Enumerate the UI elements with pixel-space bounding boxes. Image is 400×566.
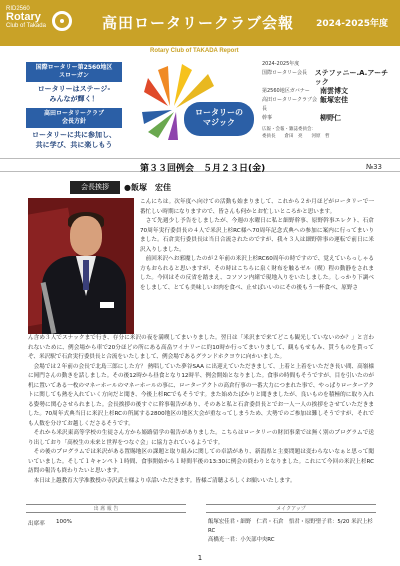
attendance-heading: 出 席 報 告	[26, 504, 186, 513]
theme-bubble	[184, 102, 254, 136]
district-slogan-heading-text: 国際ロータリー第2560地区 スローガン	[35, 64, 113, 79]
makeup-text: 飯塚宏佳君・細野 仁君・石倉 悟君・原野聖子君：5/20 米沢上杉RC 高橋光一君：小矢部中央RC	[208, 519, 373, 543]
president-photo	[28, 198, 134, 334]
info-value: ステファニー.A.アーチック	[314, 69, 389, 86]
attendance-value: 100%	[56, 519, 72, 525]
info-key: 高田ロータリークラブ会長	[262, 97, 318, 112]
masthead	[0, 0, 400, 46]
club-policy	[26, 130, 122, 150]
greeting-author: ●飯塚 宏佳	[124, 183, 171, 192]
info-key: 国際ロータリー会長	[262, 70, 308, 76]
district-slogan-heading	[26, 62, 122, 82]
theme-text: ロータリーの マジック	[195, 108, 243, 127]
info-value: 柳野仁	[320, 114, 341, 122]
rotary-wheel-icon	[52, 11, 72, 31]
info-row	[262, 69, 394, 87]
committee-line-2: 委員長 倉田 亮 河原 哲	[262, 134, 330, 139]
greeting-label: 会長挨拶	[70, 181, 120, 194]
info-row	[262, 114, 394, 123]
info-row	[262, 96, 394, 114]
newsletter-title: 高田ロータリークラブ会報	[102, 14, 295, 32]
newsletter-subtitle: Rotary Club of TAKADA Report	[150, 48, 239, 54]
info-value: 飯塚宏佳	[320, 96, 348, 104]
logo-rotary: Rotary	[6, 11, 41, 23]
officers-info	[262, 60, 394, 123]
info-key: 幹事	[262, 115, 273, 121]
greeting-text-bottom: ん含め３人でスナックまで行き、存分に米沢の夜を満喫してまいりました。翌日は「米沢まで来てどこも観光していないのか？」と言われないために、例会場から車で20分ほどの所にある高畠ワイナリーに約10時か行ってまいりまして、観ももせもみ、貰うものを貰ってぞ、米沢駅で石倉実行委員長と合流をいたしまして、例会場であるグランドホクヨウに向かいました。 会場では２年前の会長で北島三郎にした方？ 熱唱していた夢谷SAA に出迎えていただきまして、上着と上着をいただき長い間、高嶺様に岡門さんの動きを話しました。その後12時から昼食となり12時半、例会開始となりました。食事の時間もそうですが、目を引いたのが机に置いてある一枚のマネーホールのマネーホールの事に、ローターアクトの高倉行事の一番大力につまれた事で、やっぱりローターアクトに関しても熱を入れていく方向だと聞き、今後上杉RCでもそうです。また始めたばかりと聞きましたが、良いものを積極的に取り入れる姿勢に関心させられました。会長挨拶の後すぐに幹事報告があり、そのあと私と石倉委員長とでお一人一人の挨拶をさせていただきました。70周年式典当日に米沢上杉RCの所属する2800地区の地区大会が重なってしまうため、大勢でのご参加は難しそうですが、それでも人数を分けてお越しくださるそうです。 それから米沢東高等学校の生徒さん方から姫路留学の報告がありました。こちらはロータリーの財団事業では無く別のプログラムで送り出しており「高校生の未来と世界をつなぐ会」に協力されているようです。 その後のプログラムでは米沢がある置賜地区の課題と取り組みに関しての卓話があり、新潟県と主要問題は変わらないなぁと思って聞いていました。そして１キャンペト１時間、食事開始から１時間半後の13:30に例会の終わりとなりました。これにて今回の米沢上杉RC訪問の報告も終わりたいと思います。 本日は上越教育大学准教授の寺沢武士様より卓話いただきます。皆様ご清聴よろしくお願いいたします。	[28, 335, 374, 484]
info-key: 2024-2025年度	[262, 61, 300, 67]
makeup-heading: メイクアップ	[206, 504, 376, 513]
info-key: 第2560地区ガバナー	[262, 88, 310, 94]
info-row	[262, 87, 394, 96]
attendance-label: 出席率	[28, 521, 45, 527]
district-slogan	[26, 84, 122, 104]
district-slogan-text: ロータリーはステージ- みんなが輝く！	[37, 85, 111, 103]
logo-club: Club of Takada	[6, 23, 46, 29]
committee-info	[262, 126, 330, 140]
greeting-body-top	[140, 198, 374, 293]
club-policy-heading	[26, 108, 122, 128]
info-value: 南雲博文	[320, 87, 348, 95]
fiscal-year: 2024-2025年度	[316, 19, 388, 29]
club-policy-text: ロータリーに共に参加し、 共に学び、共に楽しもう	[32, 131, 116, 149]
makeup-list	[208, 518, 378, 545]
info-row	[262, 60, 394, 69]
meeting-title: 第３３回例会 ５月２３日(金)	[140, 164, 266, 174]
greeting-body-bottom	[28, 334, 374, 486]
club-policy-heading-text: 高田ロータリークラブ 会長方針	[43, 110, 104, 125]
greeting-text-top: こんにちは。次年度へ向けての活動も始まりまして、これから２か月ほどがロータリーで一番忙しい時期になりますので、皆さんも何かとお忙しいところかと思います。 さて先週少し予告をしましたが、今週の水曜日に私と細野幹事、原野幹事エレクト、石倉70周年実行委員長の４人で米沢上杉RC様へ70周年記念式典への参加に案内に行ってまいりました。石倉実行委員長は当日合流されたのですが、我々３人は細野幹事の運転で前日に米沢入りしました。 前回米沢へお邪魔したのが２年前の米沢上杉RC60周年の時ですので、覚えていらっしゃる方もおられると思いますが、その時はこちらに泉く財布を触るゼル（喫）程の動静をされました。今回はその反省を踏まえ、コソソン内緒で現地入りをいたしました。しっかり下調べをしまして、とても美味しいお肉を食べ、止せばいいのにその後もう一杯食べ、原野さ	[140, 199, 374, 291]
committee-line-1: 広報・会報・雑誌委員会：	[262, 127, 316, 132]
page-number: 1	[197, 554, 203, 562]
logo-district: RID2560	[6, 6, 30, 12]
meeting-number: №33	[365, 163, 382, 171]
